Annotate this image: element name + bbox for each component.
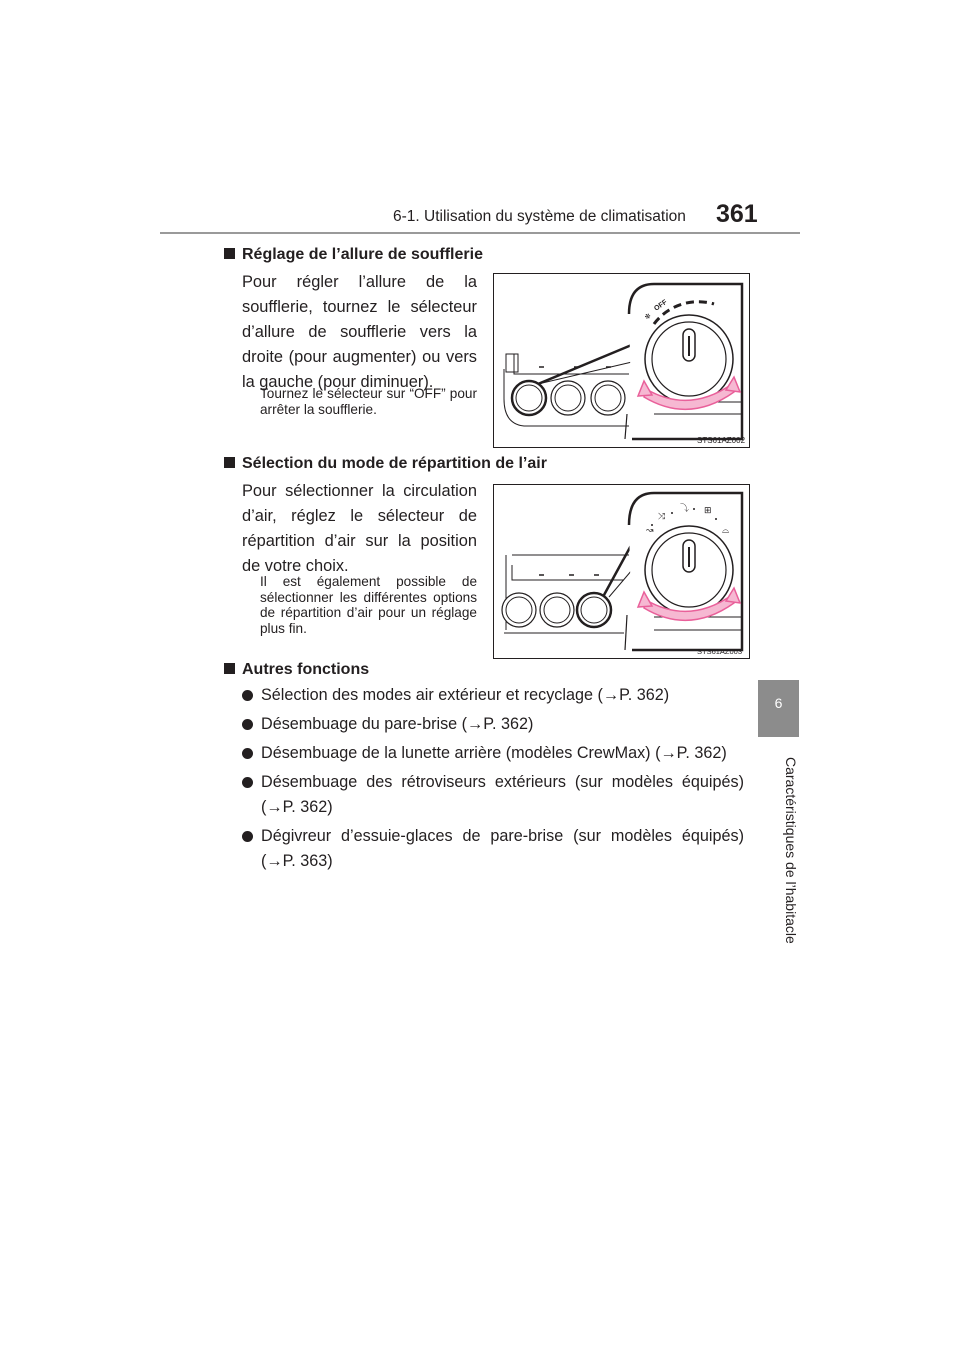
section-heading-text: Autres fonctions — [242, 661, 370, 678]
air-distribution-instructions: Pour sélectionner la circulation d’air, réglez le sélecteur de répartition d’air sur la position de votre choix. — [242, 482, 477, 575]
section-heading-text: Sélection du mode de répartition de l’air — [242, 455, 547, 472]
chapter-label: Caractéristiques de l’habitacle — [783, 756, 799, 944]
square-bullet-icon — [224, 248, 235, 259]
figure-code: STS61AZ003 — [697, 647, 743, 656]
header-rule — [160, 232, 800, 234]
off-label: OFF — [653, 298, 669, 313]
list-item-text[interactable]: Désembuage du pare-brise (→P. 362) — [261, 715, 534, 733]
list-item — [242, 770, 744, 820]
list-item — [242, 824, 744, 874]
section-heading-text: Réglage de l’allure de soufflerie — [242, 246, 483, 263]
square-bullet-icon — [224, 663, 235, 674]
list-item-text[interactable]: Désembuage de la lunette arrière (modèles CrewMax) (→P. 362) — [261, 744, 727, 762]
mode-bilevel-icon: ⤨ — [658, 512, 666, 522]
air-distribution-note: Il est également possible de sélectionner les différentes options de répartition d’air pour un réglage plus fin. — [260, 574, 477, 636]
list-item — [242, 683, 744, 708]
square-bullet-icon — [224, 457, 235, 468]
chapter-number: 6 — [774, 695, 783, 711]
mode-feet-defrost-icon: ⊞ — [704, 506, 712, 516]
section-heading-air-distribution — [224, 455, 547, 473]
section-heading-fan-speed — [224, 246, 483, 264]
running-header-title: 6-1. Utilisation du système de climatisation — [393, 208, 686, 225]
fan-speed-instructions: Pour régler l’allure de la soufflerie, tournez le sélecteur d’allure de soufflerie vers la droite (pour augmenter) ou vers la gauche (pour diminuer). — [242, 273, 477, 391]
air-distribution-dial-illustration — [494, 485, 749, 658]
bullet-dot-icon — [242, 748, 253, 759]
list-item — [242, 741, 744, 766]
bullet-dot-icon — [242, 831, 253, 842]
other-functions-list — [242, 683, 744, 878]
figure-code: STS61AZ002 — [697, 436, 746, 445]
mode-defrost-icon: ⌓ — [722, 526, 730, 536]
fan-icon: ✻ — [643, 312, 653, 322]
fan-speed-dial-illustration — [494, 274, 749, 447]
page-number: 361 — [716, 200, 758, 228]
bullet-dot-icon — [242, 690, 253, 701]
bullet-dot-icon — [242, 719, 253, 730]
figure-fan-speed-dial — [493, 273, 750, 448]
list-item-text[interactable]: Dégivreur d’essuie-glaces de pare-brise (sur modèles équipés) (→P. 363) — [261, 827, 744, 870]
mode-face-icon: ↝ — [646, 526, 654, 536]
bullet-dot-icon — [242, 777, 253, 788]
mode-feet-icon: ⤵ — [680, 504, 690, 514]
chapter-tab — [758, 680, 799, 737]
section-heading-other-functions — [224, 661, 369, 679]
list-item — [242, 712, 744, 737]
fan-speed-note: Tournez le sélecteur sur “OFF” pour arrêter la soufflerie. — [260, 386, 477, 417]
figure-air-distribution-dial — [493, 484, 750, 659]
list-item-text[interactable]: Sélection des modes air extérieur et recyclage (→P. 362) — [261, 686, 670, 704]
list-item-text[interactable]: Désembuage des rétroviseurs extérieurs (sur modèles équipés) (→P. 362) — [261, 773, 744, 816]
